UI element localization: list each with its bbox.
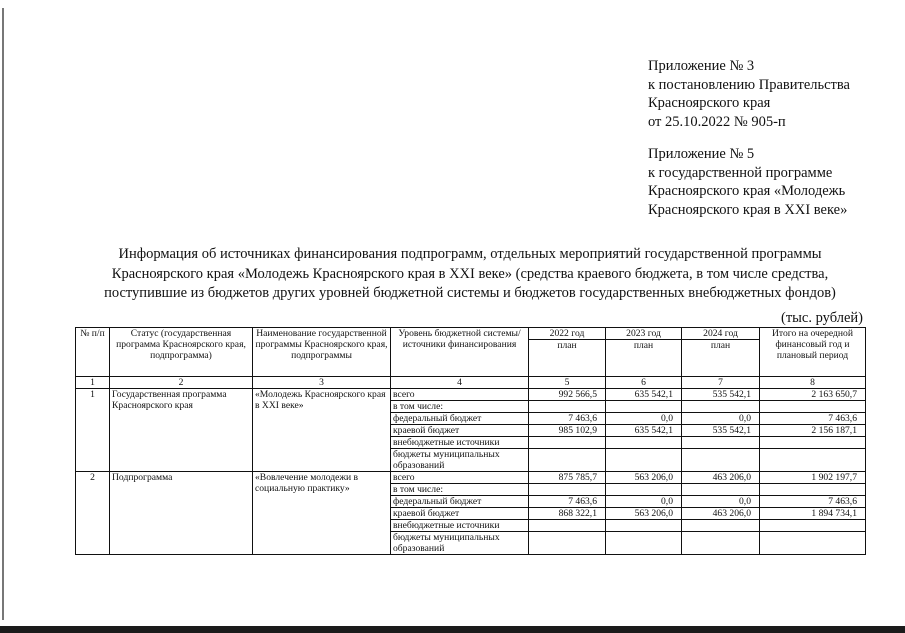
column-number: 2 bbox=[110, 377, 253, 389]
row-value-total: 2 156 187,1 bbox=[760, 425, 866, 437]
header-row bbox=[76, 328, 866, 340]
heading-line: поступившие из бюджетов других уровней бюджетной системы и бюджетов государственных внебюджетных фондов) bbox=[104, 285, 836, 302]
row-value-2024: 463 206,0 bbox=[682, 508, 760, 520]
header-plan-2023: план bbox=[606, 340, 682, 377]
row-level: краевой бюджет bbox=[391, 425, 529, 437]
row-value-2022: 868 322,1 bbox=[529, 508, 606, 520]
appendix-5-line: к государственной программе bbox=[648, 164, 833, 181]
row-value-total: 1 894 734,1 bbox=[760, 508, 866, 520]
row-value-2024 bbox=[682, 401, 760, 413]
row-value-2023: 635 542,1 bbox=[606, 389, 682, 401]
row-value-2022: 7 463,6 bbox=[529, 496, 606, 508]
row-value-2023: 563 206,0 bbox=[606, 508, 682, 520]
row-value-total bbox=[760, 401, 866, 413]
appendix-3-line: Красноярского края bbox=[648, 95, 771, 112]
row-level: федеральный бюджет bbox=[391, 496, 529, 508]
row-value-2023: 635 542,1 bbox=[606, 425, 682, 437]
row-value-2023 bbox=[606, 520, 682, 532]
table-row bbox=[76, 472, 866, 484]
row-value-2022 bbox=[529, 484, 606, 496]
row-value-2024: 535 542,1 bbox=[682, 425, 760, 437]
row-value-2022 bbox=[529, 532, 606, 555]
row-value-2023 bbox=[606, 532, 682, 555]
row-level: краевой бюджет bbox=[391, 508, 529, 520]
row-value-2024: 535 542,1 bbox=[682, 389, 760, 401]
row-level: в том числе: bbox=[391, 401, 529, 413]
row-level: бюджеты муниципальных образований bbox=[391, 532, 529, 555]
header-plan-2022: план bbox=[529, 340, 606, 377]
row-value-2024 bbox=[682, 484, 760, 496]
row-value-2023 bbox=[606, 437, 682, 449]
appendix-5-line: Красноярского края в XXI веке» bbox=[648, 201, 848, 218]
appendix-3-line: Приложение № 3 bbox=[648, 58, 755, 74]
financing-table bbox=[75, 327, 866, 555]
document-heading bbox=[70, 245, 870, 304]
column-number: 7 bbox=[682, 377, 760, 389]
row-value-total: 1 902 197,7 bbox=[760, 472, 866, 484]
row-value-total bbox=[760, 484, 866, 496]
column-number: 4 bbox=[391, 377, 529, 389]
row-value-2024: 463 206,0 bbox=[682, 472, 760, 484]
row-value-total: 7 463,6 bbox=[760, 413, 866, 425]
row-name: «Молодежь Красноярского края в XXI веке» bbox=[253, 389, 391, 472]
row-status: Государственная программа Красноярского края bbox=[110, 389, 253, 472]
row-value-2022: 875 785,7 bbox=[529, 472, 606, 484]
row-value-2022 bbox=[529, 449, 606, 472]
row-level: всего bbox=[391, 389, 529, 401]
row-value-2024: 0,0 bbox=[682, 413, 760, 425]
appendix-5-line: Приложение № 5 bbox=[648, 146, 755, 162]
header-num: № п/п bbox=[76, 328, 110, 377]
row-level: внебюджетные источники bbox=[391, 437, 529, 449]
header-year-2022: 2022 год bbox=[529, 328, 606, 340]
heading-line: Информация об источниках финансирования подпрограмм, отдельных мероприятий государственной программы bbox=[118, 246, 822, 262]
appendix-3-block bbox=[648, 57, 850, 131]
row-level: в том числе: bbox=[391, 484, 529, 496]
column-number: 6 bbox=[606, 377, 682, 389]
row-value-2022: 7 463,6 bbox=[529, 413, 606, 425]
row-value-2024 bbox=[682, 520, 760, 532]
row-value-2024 bbox=[682, 437, 760, 449]
column-number: 8 bbox=[760, 377, 866, 389]
appendix-3-line: от 25.10.2022 № 905-п bbox=[648, 113, 786, 130]
header-year-2023: 2023 год bbox=[606, 328, 682, 340]
row-value-2023 bbox=[606, 449, 682, 472]
row-value-2023: 0,0 bbox=[606, 496, 682, 508]
row-level: всего bbox=[391, 472, 529, 484]
row-value-2022 bbox=[529, 401, 606, 413]
header-level: Уровень бюджетной системы/источники финансирования bbox=[391, 328, 529, 377]
heading-line: Красноярского края «Молодежь Красноярского края в XXI веке» (средства краевого бюджета, в том числе средства, bbox=[111, 265, 829, 282]
row-name: «Вовлечение молодежи в социальную практику» bbox=[253, 472, 391, 555]
row-value-total: 7 463,6 bbox=[760, 496, 866, 508]
row-value-2022 bbox=[529, 437, 606, 449]
column-number: 1 bbox=[76, 377, 110, 389]
header-status: Статус (государственная программа Красноярского края, подпрограмма) bbox=[110, 328, 253, 377]
row-value-2023: 0,0 bbox=[606, 413, 682, 425]
row-value-2023: 563 206,0 bbox=[606, 472, 682, 484]
row-level: бюджеты муниципальных образований bbox=[391, 449, 529, 472]
header-total: Итого на очередной финансовый год и плановый период bbox=[760, 328, 866, 377]
row-value-2024: 0,0 bbox=[682, 496, 760, 508]
row-value-2022: 985 102,9 bbox=[529, 425, 606, 437]
table-row bbox=[76, 389, 866, 401]
row-value-total bbox=[760, 449, 866, 472]
row-value-2023 bbox=[606, 401, 682, 413]
units-label: (тыс. рублей) bbox=[781, 310, 863, 326]
appendix-3-line: к постановлению Правительства bbox=[648, 76, 850, 93]
row-number: 1 bbox=[76, 389, 110, 472]
row-value-total bbox=[760, 437, 866, 449]
row-level: внебюджетные источники bbox=[391, 520, 529, 532]
row-status: Подпрограмма bbox=[110, 472, 253, 555]
header-year-2024: 2024 год bbox=[682, 328, 760, 340]
row-value-total bbox=[760, 532, 866, 555]
column-number-row bbox=[76, 377, 866, 389]
column-number: 5 bbox=[529, 377, 606, 389]
row-value-2024 bbox=[682, 449, 760, 472]
row-number: 2 bbox=[76, 472, 110, 555]
row-value-2022 bbox=[529, 520, 606, 532]
row-value-total bbox=[760, 520, 866, 532]
scan-bottom-edge bbox=[0, 626, 905, 633]
scan-left-edge bbox=[2, 8, 4, 620]
row-value-2023 bbox=[606, 484, 682, 496]
row-value-2022: 992 566,5 bbox=[529, 389, 606, 401]
row-value-2024 bbox=[682, 532, 760, 555]
header-name: Наименование государственной программы Красноярского края, подпрограммы bbox=[253, 328, 391, 377]
appendix-5-line: Красноярского края «Молодежь bbox=[648, 183, 846, 200]
column-number: 3 bbox=[253, 377, 391, 389]
row-level: федеральный бюджет bbox=[391, 413, 529, 425]
header-plan-2024: план bbox=[682, 340, 760, 377]
appendix-5-block bbox=[648, 145, 847, 219]
row-value-total: 2 163 650,7 bbox=[760, 389, 866, 401]
